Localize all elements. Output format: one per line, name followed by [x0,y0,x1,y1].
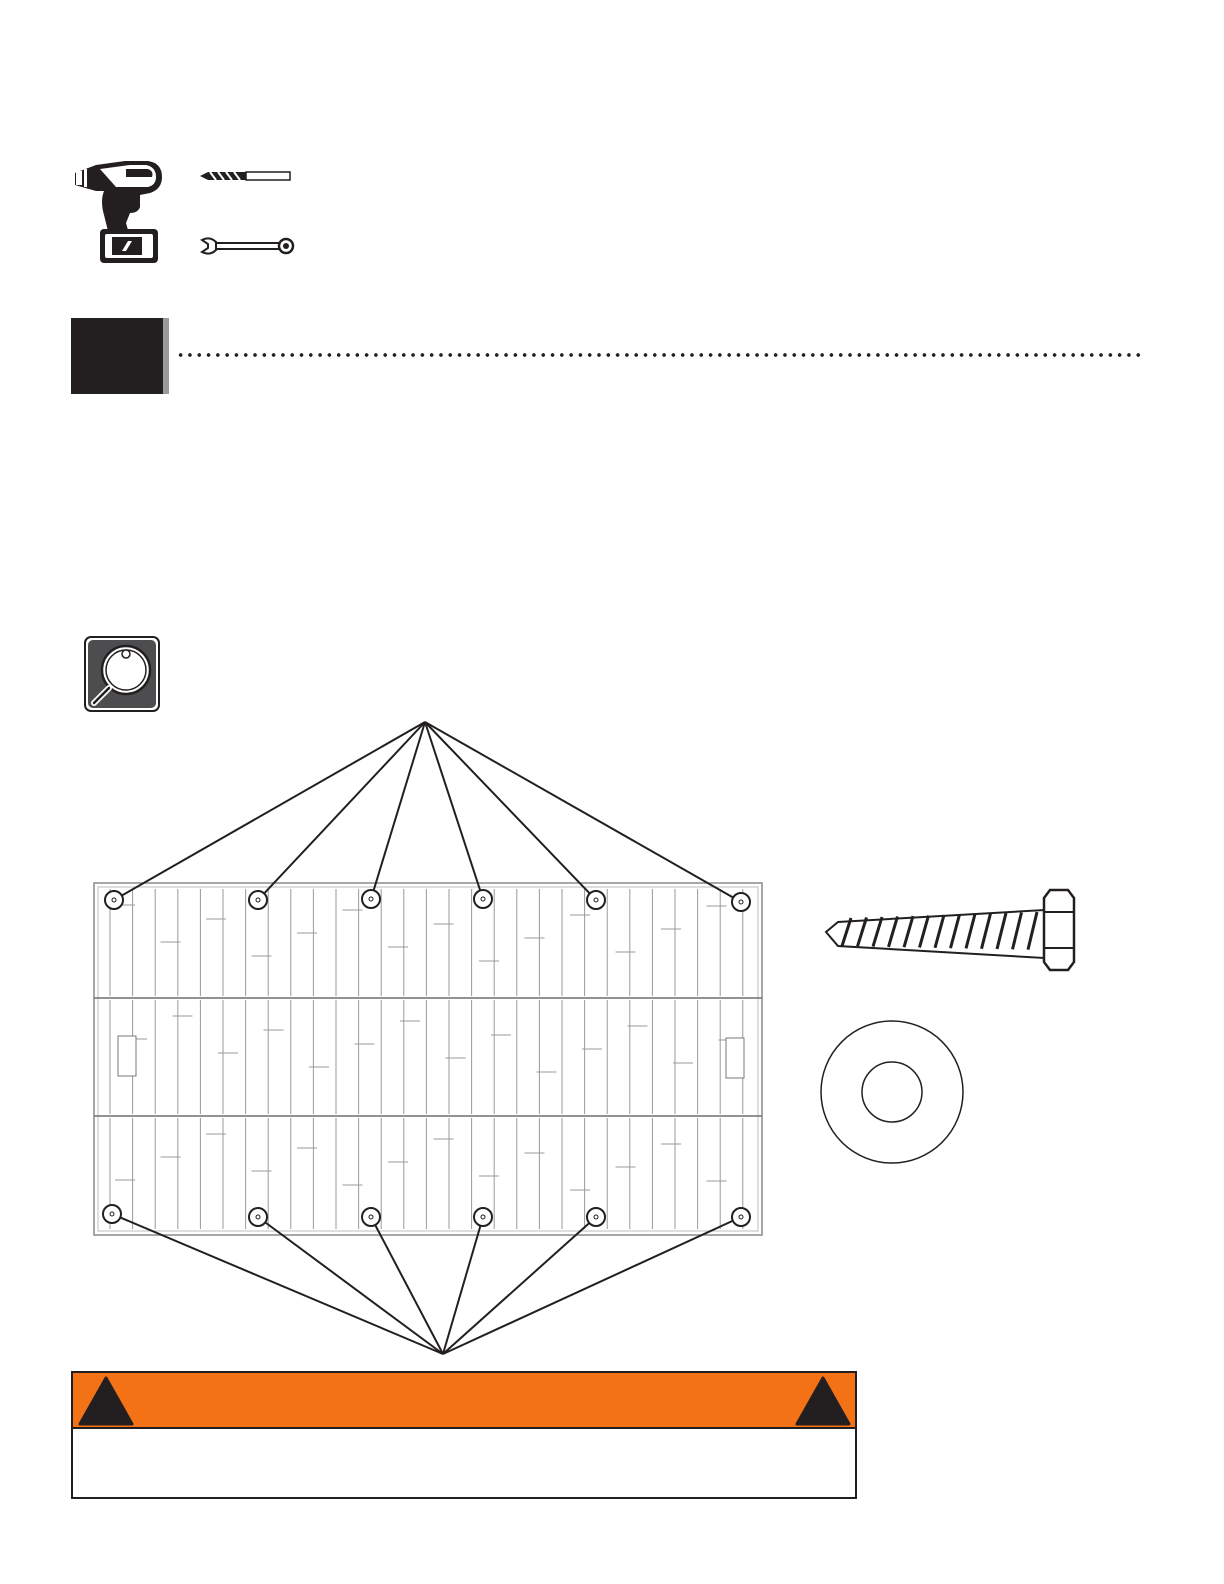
hex-lag-screw-icon [826,890,1074,970]
warning-header-bar [73,1373,855,1429]
combination-wrench-icon [198,234,298,258]
step-box-shadow [163,318,169,394]
dotted-rule [176,352,1142,358]
assembly-diagram [0,700,1224,1380]
warning-triangle-icon [795,1376,851,1426]
flat-washer-icon [821,1021,963,1163]
floor-panel [94,883,762,1235]
warning-box [71,1371,857,1499]
step-number [71,318,163,394]
power-drill-icon [70,155,170,270]
warning-triangle-icon [78,1376,134,1426]
drill-bit-icon [196,166,296,186]
